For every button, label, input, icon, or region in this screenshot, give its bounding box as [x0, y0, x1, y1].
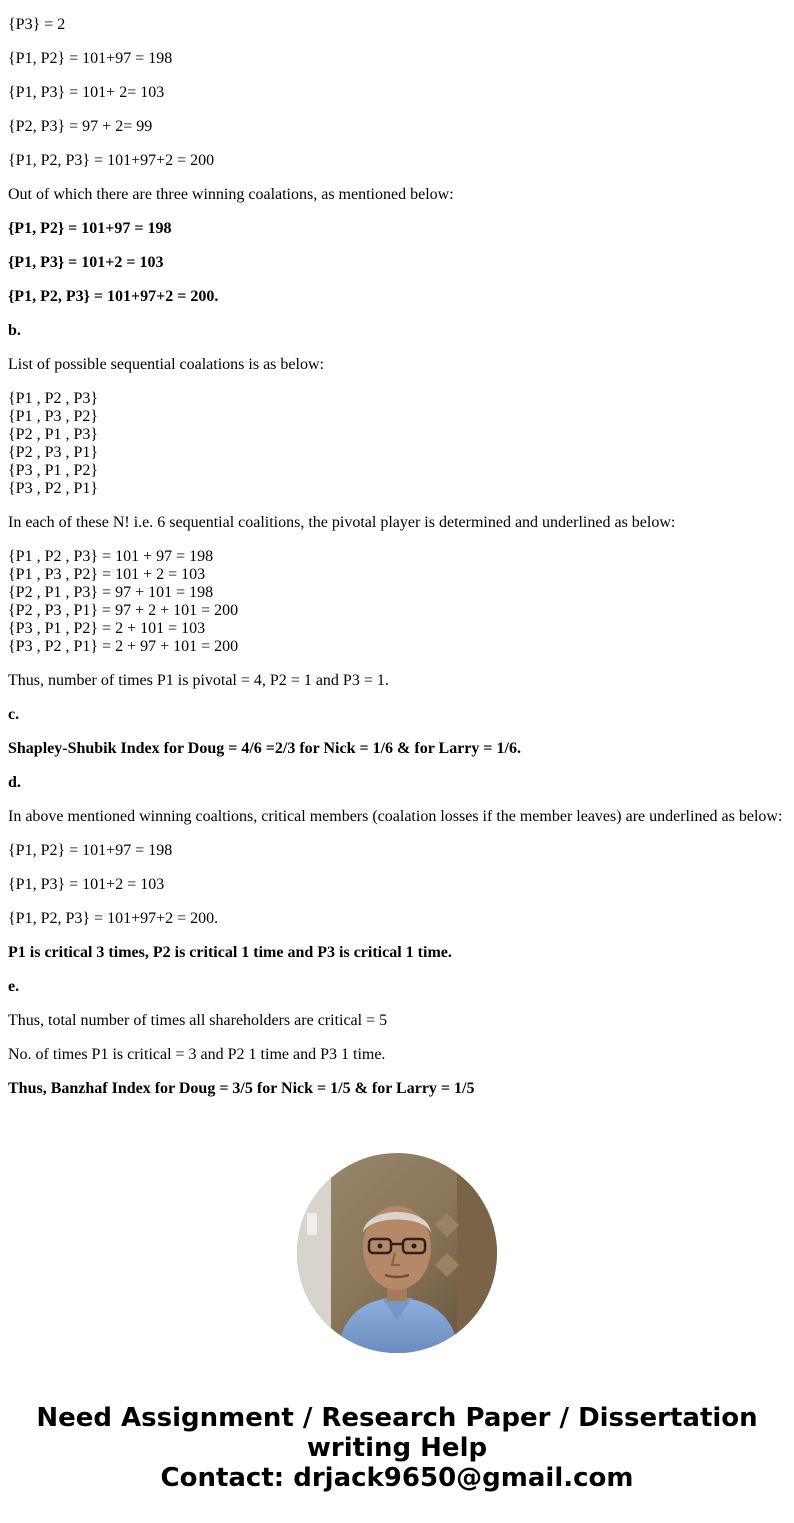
- section-d-label: d.: [8, 774, 21, 791]
- banzhaf-result: Thus, Banzhaf Index for Doug = 3/5 for Nick = 1/5 & for Larry = 1/5: [8, 1080, 475, 1097]
- section-b-intro: List of possible sequential coalations is as below:: [8, 356, 324, 373]
- pivot-item: {P1 , P2 , P3} = 101 + 97 = 198: [8, 548, 214, 565]
- answer-content: [8, 0, 788, 1114]
- intro-line-p1p2: {P1, P2} = 101+97 = 198: [8, 50, 173, 67]
- critical-coalition: {P1, P2, P3} = 101+97+2 = 200.: [8, 910, 219, 927]
- pivot-item: {P3 , P1 , P2} = 2 + 101 = 103: [8, 620, 206, 637]
- promo-contact: Contact: drjack9650@gmail.com: [160, 1463, 634, 1493]
- section-e-label: e.: [8, 978, 20, 995]
- section-b-label: b.: [8, 322, 21, 339]
- tutor-portrait-image: [297, 1153, 497, 1353]
- critical-coalition: {P1, P3} = 101+2 = 103: [8, 876, 165, 893]
- pivot-intro: In each of these N! i.e. 6 sequential coalitions, the pivotal player is determined and underlined as below:: [8, 514, 676, 531]
- avatar: [297, 1153, 497, 1353]
- sequence-list: [8, 390, 788, 498]
- critical-total: Thus, total number of times all shareholders are critical = 5: [8, 1012, 388, 1029]
- pivot-item: {P3 , P2 , P1} = 2 + 97 + 101 = 200: [8, 638, 239, 655]
- section-c-label: c.: [8, 706, 20, 723]
- intro-line-p3: {P3} = 2: [8, 16, 66, 33]
- sequence-item: {P3 , P1 , P2}: [8, 462, 99, 479]
- winning-coalition: {P1, P3} = 101+2 = 103: [8, 254, 164, 271]
- intro-line-p1p2p3: {P1, P2, P3} = 101+97+2 = 200: [8, 152, 215, 169]
- winning-coalition: {P1, P2, P3} = 101+97+2 = 200.: [8, 288, 219, 305]
- sequence-item: {P3 , P2 , P1}: [8, 480, 99, 497]
- winning-intro: Out of which there are three winning coalations, as mentioned below:: [8, 186, 454, 203]
- promo-banner: [0, 1403, 794, 1493]
- sequence-item: {P1 , P2 , P3}: [8, 390, 99, 407]
- pivot-item: {P2 , P3 , P1} = 97 + 2 + 101 = 200: [8, 602, 239, 619]
- pivot-item: {P2 , P1 , P3} = 97 + 101 = 198: [8, 584, 214, 601]
- critical-count: No. of times P1 is critical = 3 and P2 1 time and P3 1 time.: [8, 1046, 386, 1063]
- intro-line-p1p3: {P1, P3} = 101+ 2= 103: [8, 84, 165, 101]
- pivot-summary: Thus, number of times P1 is pivotal = 4, P2 = 1 and P3 = 1.: [8, 672, 389, 689]
- promo-line: writing Help: [306, 1433, 488, 1463]
- intro-line-p2p3: {P2, P3} = 97 + 2= 99: [8, 118, 153, 135]
- sequence-item: {P1 , P3 , P2}: [8, 408, 99, 425]
- promo-line: Need Assignment / Research Paper / Dissertation: [36, 1403, 758, 1433]
- sequence-item: {P2 , P3 , P1}: [8, 444, 99, 461]
- critical-summary: P1 is critical 3 times, P2 is critical 1 time and P3 is critical 1 time.: [8, 944, 452, 961]
- critical-intro: In above mentioned winning coaltions, critical members (coalation losses if the member leaves) are underlined as below:: [8, 808, 783, 825]
- sequence-item: {P2 , P1 , P3}: [8, 426, 99, 443]
- winning-coalition: {P1, P2} = 101+97 = 198: [8, 220, 172, 237]
- shapley-shubik-result: Shapley-Shubik Index for Doug = 4/6 =2/3 for Nick = 1/6 & for Larry = 1/6.: [8, 740, 521, 757]
- critical-coalition: {P1, P2} = 101+97 = 198: [8, 842, 173, 859]
- pivot-item: {P1 , P3 , P2} = 101 + 2 = 103: [8, 566, 206, 583]
- pivot-list: [8, 548, 788, 656]
